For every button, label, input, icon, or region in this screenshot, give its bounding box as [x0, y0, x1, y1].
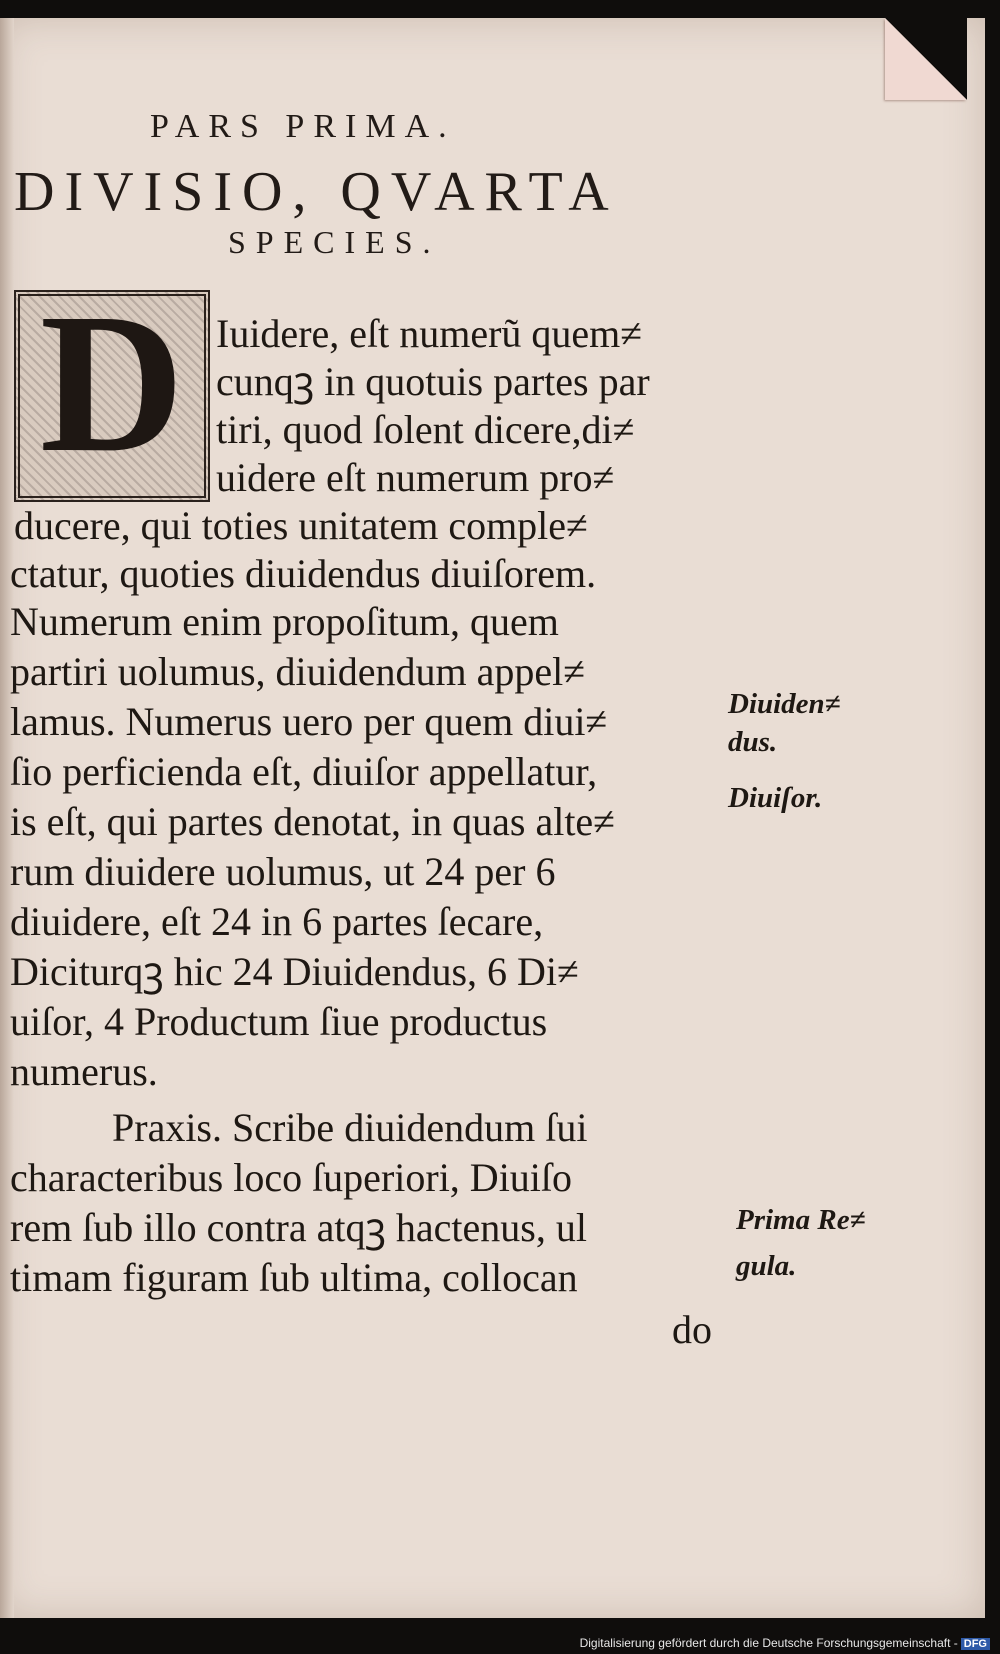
body-line: Praxis. Scribe diuidendum ſui — [112, 1105, 588, 1150]
credit-text: Digitalisierung gefördert durch die Deutsche Forschungsgemeinschaft - — [579, 1636, 958, 1650]
body-line: rem ſub illo contra atqꝫ hactenus, ul — [10, 1205, 587, 1250]
body-line: rum diuidere uolumus, ut 24 per 6 — [10, 849, 556, 894]
decorated-initial — [14, 273, 210, 502]
body-line: ctatur, quoties diuidendus diuiſorem. — [10, 551, 597, 596]
body-line: tiri, quod ſolent dicere,di≠ — [216, 407, 635, 452]
chapter-title: DIVISIO, QVARTA — [14, 161, 619, 223]
body-line: ducere, qui toties unitatem comple≠ — [14, 503, 589, 548]
body-line: numerus. — [10, 1049, 158, 1094]
body-line: characteribus loco ſuperiori, Diuiſo — [10, 1155, 573, 1200]
body-line: uidere eſt numerum pro≠ — [216, 455, 615, 500]
body-line: Numerum enim propoſitum, quem — [10, 599, 559, 644]
body-line: diuidere, eſt 24 in 6 partes ſecare, — [10, 899, 544, 944]
digitization-credit — [580, 1636, 990, 1650]
running-header: PARS PRIMA. — [150, 108, 456, 145]
body-line: Diciturqꝫ hic 24 Diuidendus, 6 Di≠ — [10, 949, 579, 994]
margin-note: Diuiſor. — [728, 782, 823, 814]
chapter-subtitle: SPECIES. — [228, 224, 441, 260]
body-line: Iuidere, eſt numerũ quem≠ — [216, 311, 643, 356]
margin-note: gula. — [736, 1250, 797, 1282]
catchword: do — [672, 1307, 712, 1352]
margin-note: Prima Re≠ — [736, 1204, 866, 1236]
body-line: timam figuram ſub ultima, collocan — [10, 1255, 578, 1300]
body-line: is eſt, qui partes denotat, in quas alte≠ — [10, 799, 616, 844]
body-line: cunqꝫ in quotuis partes par — [216, 359, 650, 404]
body-line: lamus. Numerus uero per quem diui≠ — [10, 699, 608, 744]
initial-letter: D — [39, 273, 185, 494]
body-line: uiſor, 4 Productum ſiue productus — [10, 999, 548, 1044]
dfg-logo: DFG — [961, 1638, 990, 1650]
page-corner-fold — [885, 18, 967, 100]
body-line: ſio perficienda eſt, diuiſor appellatur, — [10, 749, 598, 794]
margin-note: Diuiden≠ — [728, 688, 841, 720]
margin-note: dus. — [728, 726, 778, 758]
body-line: partiri uolumus, diuidendum appel≠ — [10, 649, 586, 694]
